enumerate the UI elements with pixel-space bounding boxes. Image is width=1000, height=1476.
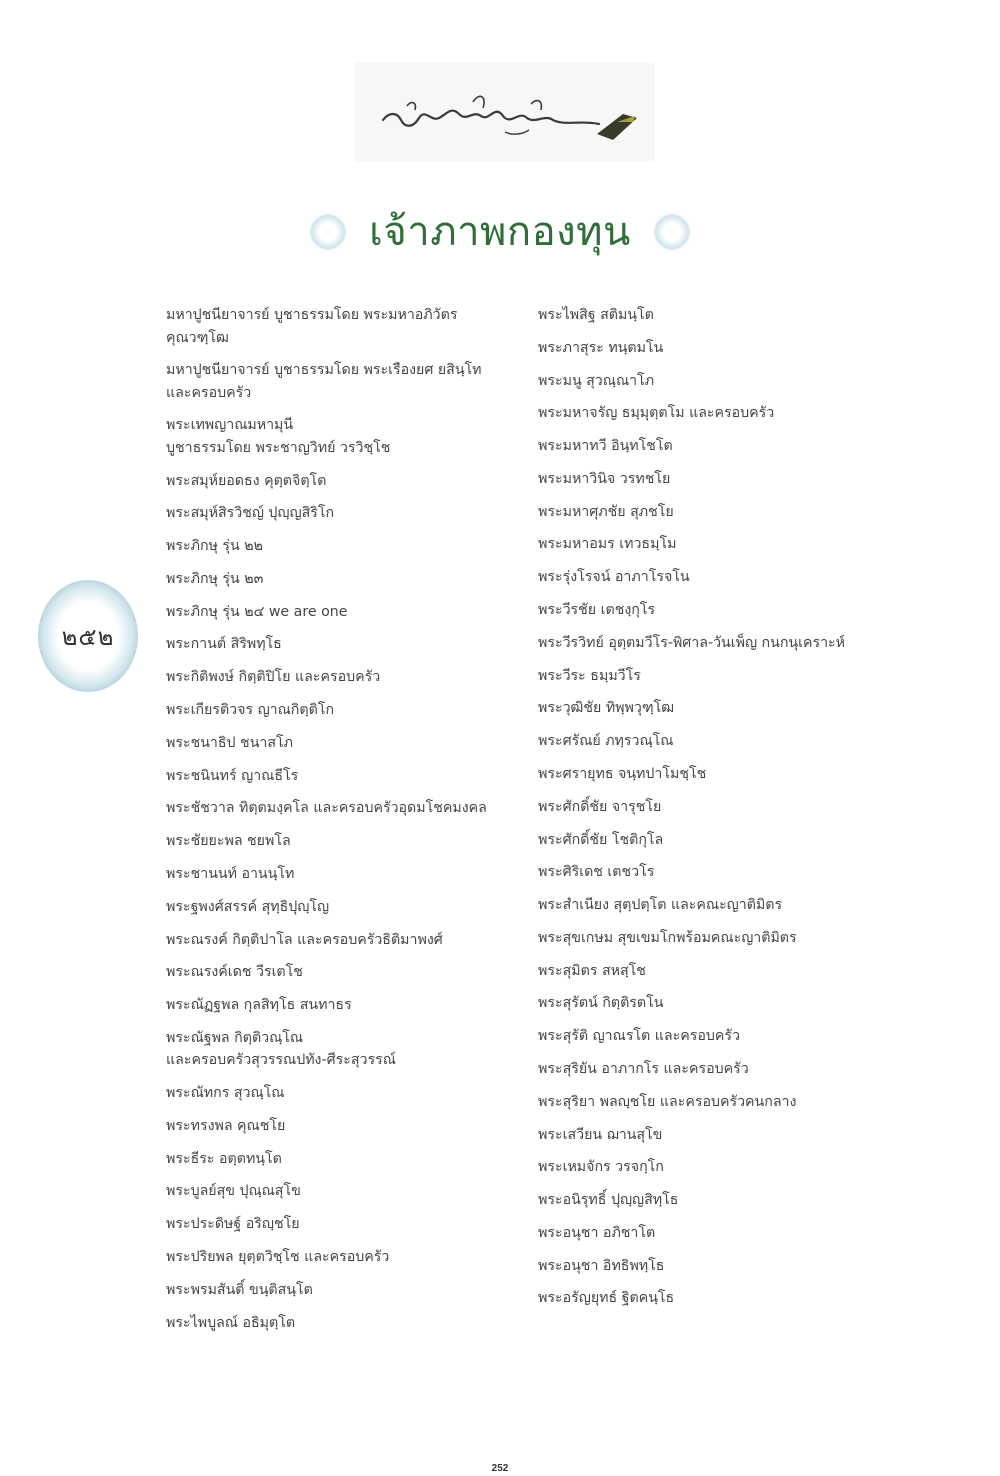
- donor-list-item: พระทรงพล คุณชโย: [166, 1117, 286, 1134]
- footer-page-number: 252: [491, 1463, 509, 1474]
- donor-list-item: พระณัทกร สุวณฺโณ: [166, 1085, 285, 1102]
- donor-list-item: พระอรัญยุทธ์ ฐิตคนฺโธ: [538, 1290, 675, 1307]
- donor-list-item: พระภิกษุ รุ่น ๒๓: [166, 570, 264, 587]
- donor-list-item: พระวีระ ธมฺมวีโร: [538, 667, 641, 684]
- donor-list-item: พระมหาจรัญ ธมฺมุตฺตโม และครอบครัว: [538, 405, 775, 422]
- bubble-ornament-icon: [311, 215, 345, 249]
- donor-list-item: พระอนุชา อภิชาโต: [538, 1224, 656, 1241]
- donor-list-item: พระสุขเกษม สุขเขมโกพร้อมคณะญาติมิตร: [538, 929, 797, 946]
- page-title: เจ้าภาพกองทุน: [369, 209, 631, 255]
- donor-list-item: พระกานต์ สิริพทฺโธ: [166, 636, 282, 653]
- donor-list-item: พระเกียรติวจร ญาณกิตฺติโก: [166, 702, 335, 719]
- bubble-ornament-icon: [655, 215, 689, 249]
- title-row: [0, 200, 1000, 264]
- donor-list-item: พระประดิษฐ์ อริญฺชโย: [166, 1216, 300, 1233]
- donor-list-item: พระภิกษุ รุ่น ๒๔ we are one: [166, 603, 348, 620]
- donor-list-item: พระชนินทร์ ญาณธีโร: [166, 767, 299, 784]
- donor-list-item: พระปริยพล ยุตฺตวิชฺโช และครอบครัว: [166, 1248, 390, 1265]
- donor-list-item: พระบูลย์สุข ปุณฺณสุโข: [166, 1183, 301, 1200]
- donor-list-item: พระณัฏฐพล กุลสิทฺโธ สนทาธร: [166, 997, 352, 1014]
- donor-list-item: พระศิริเดช เตชวโร: [538, 864, 655, 881]
- donor-list-item: พระมนู สุวณฺณาโภ: [538, 372, 655, 389]
- donor-list-item: พระชนาธิป ชนาสโภ: [166, 734, 293, 751]
- donor-list-item: พระอนุชา อิทธิพทฺโธ: [538, 1257, 665, 1274]
- signature-image: [355, 62, 655, 162]
- donor-list-right: [538, 304, 858, 1320]
- handwritten-signature-icon: [355, 62, 655, 162]
- donor-list-item: พระสมุห์สิรวิชญ์ ปุญฺญสิริโก: [166, 505, 335, 522]
- donor-list-item: พระอนิรุทธิ์ ปุญฺญสิทฺโธ: [538, 1192, 679, 1209]
- donor-list-item: พระมหาทวี อินฺทโชโต: [538, 438, 673, 455]
- donor-list-item: พระไพบูลณ์ อธิมุตฺโต: [166, 1314, 296, 1331]
- donor-list-item: พระสุริยัน อาภากโร และครอบครัว: [538, 1060, 749, 1077]
- donor-list-item: พระพรมสันติ์ ขนฺติสนฺโต: [166, 1281, 313, 1298]
- donor-list-item: พระมหาศุภชัย สุภชโย: [538, 503, 674, 520]
- donor-list-item: พระณรงค์ กิตฺติปาโล และครอบครัวธิติมาพงศ์: [166, 931, 443, 948]
- donor-list-item: พระสำเนียง สุตฺปตฺโต และคณะญาติมิตร: [538, 897, 783, 914]
- donor-list-item: พระวีรวิทย์ อุตฺตมวีโร-พิศาล-วันเพ็ญ กนกนุเคราะห์: [538, 634, 846, 651]
- donor-list-item: พระชัชวาล ทิตฺตมงฺคโล และครอบครัวอุดมโชคมงคล: [166, 800, 487, 817]
- donor-list-item: พระเสวียน ฌานสุโข: [538, 1126, 663, 1143]
- donor-list-item: พระวีรชัย เตชงฺกุโร: [538, 602, 656, 619]
- donor-list-item: พระสมุห์ยอดธง คุตฺตจิตฺโต: [166, 472, 327, 489]
- donor-list-item: พระณัฐพล กิตฺติวณฺโณ และครอบครัวสุวรรณปทัง-ศีระสุวรรณ์: [166, 1029, 396, 1069]
- donor-list-item: มหาปูชนียาจารย์ บูชาธรรมโดย พระมหาอภิวัตร คุณวฑฺโฒ: [166, 307, 458, 346]
- donor-list-item: พระศรายุทธ จนฺทปาโมชฺโช: [538, 765, 707, 782]
- donor-list-item: พระศักดิ์ชัย โชติกุโล: [538, 831, 664, 848]
- donor-list-item: พระวุฒิชัย ทิพฺพวุฑฺโฒ: [538, 700, 675, 717]
- donor-list-item: พระภิกษุ รุ่น ๒๒: [166, 538, 263, 555]
- donor-list-item: พระศักดิ์ชัย จารุชโย: [538, 798, 662, 815]
- donor-list-item: พระกิติพงษ์ กิตฺติปิโย และครอบครัว: [166, 669, 381, 686]
- donor-list-item: พระชัยยะพล ชยพโล: [166, 833, 291, 850]
- donor-list-item: พระมหาอมร เทวธมฺโม: [538, 536, 677, 553]
- donor-list-item: พระไพสิฐ สติมนฺโต: [538, 307, 654, 323]
- donor-list-item: มหาปูชนียาจารย์ บูชาธรรมโดย พระเรืองยศ ยสินฺโท และครอบครัว: [166, 362, 482, 401]
- donor-list-item: พระธีระ อตฺตทนฺโต: [166, 1150, 282, 1167]
- donor-list-item: พระเทพญาณมหามุนี บูชาธรรมโดย พระชาญวิทย์ วรวิชฺโช: [166, 417, 391, 456]
- donor-list-item: พระรุ่งโรจน์ อาภาโรจโน: [538, 569, 690, 586]
- donor-list-left: [166, 304, 506, 1344]
- donor-list-item: พระเหมจักร วรจกฺโก: [538, 1159, 664, 1176]
- page-number-thai: ๒๕๒: [61, 622, 115, 651]
- donor-list-item: พระสุรัติ ญาณรโต และครอบครัว: [538, 1028, 740, 1045]
- donor-list-item: พระสุรัตน์ กิตฺติรตโน: [538, 995, 664, 1012]
- donor-list-item: พระภาสุระ ทนฺตมโน: [538, 339, 664, 356]
- donor-list-item: พระศรัณย์ ภทฺรวณฺโณ: [538, 733, 674, 750]
- donor-list-item: พระมหาวินิจ วรทชโย: [538, 470, 671, 487]
- donor-list-item: พระณรงค์เดช วีรเตโช: [166, 964, 303, 981]
- donor-list-item: พระสุริยา พลญฺชโย และครอบครัวคนกลาง: [538, 1093, 797, 1110]
- page-number-badge: [38, 580, 138, 692]
- donor-list-item: พระฐพงศ์สรรค์ สุทฺธิปุญฺโญ: [166, 898, 330, 915]
- donor-list-item: พระชานนท์ อานนฺโท: [166, 865, 295, 882]
- donor-list-item: พระสุมิตร สหสฺโช: [538, 962, 646, 979]
